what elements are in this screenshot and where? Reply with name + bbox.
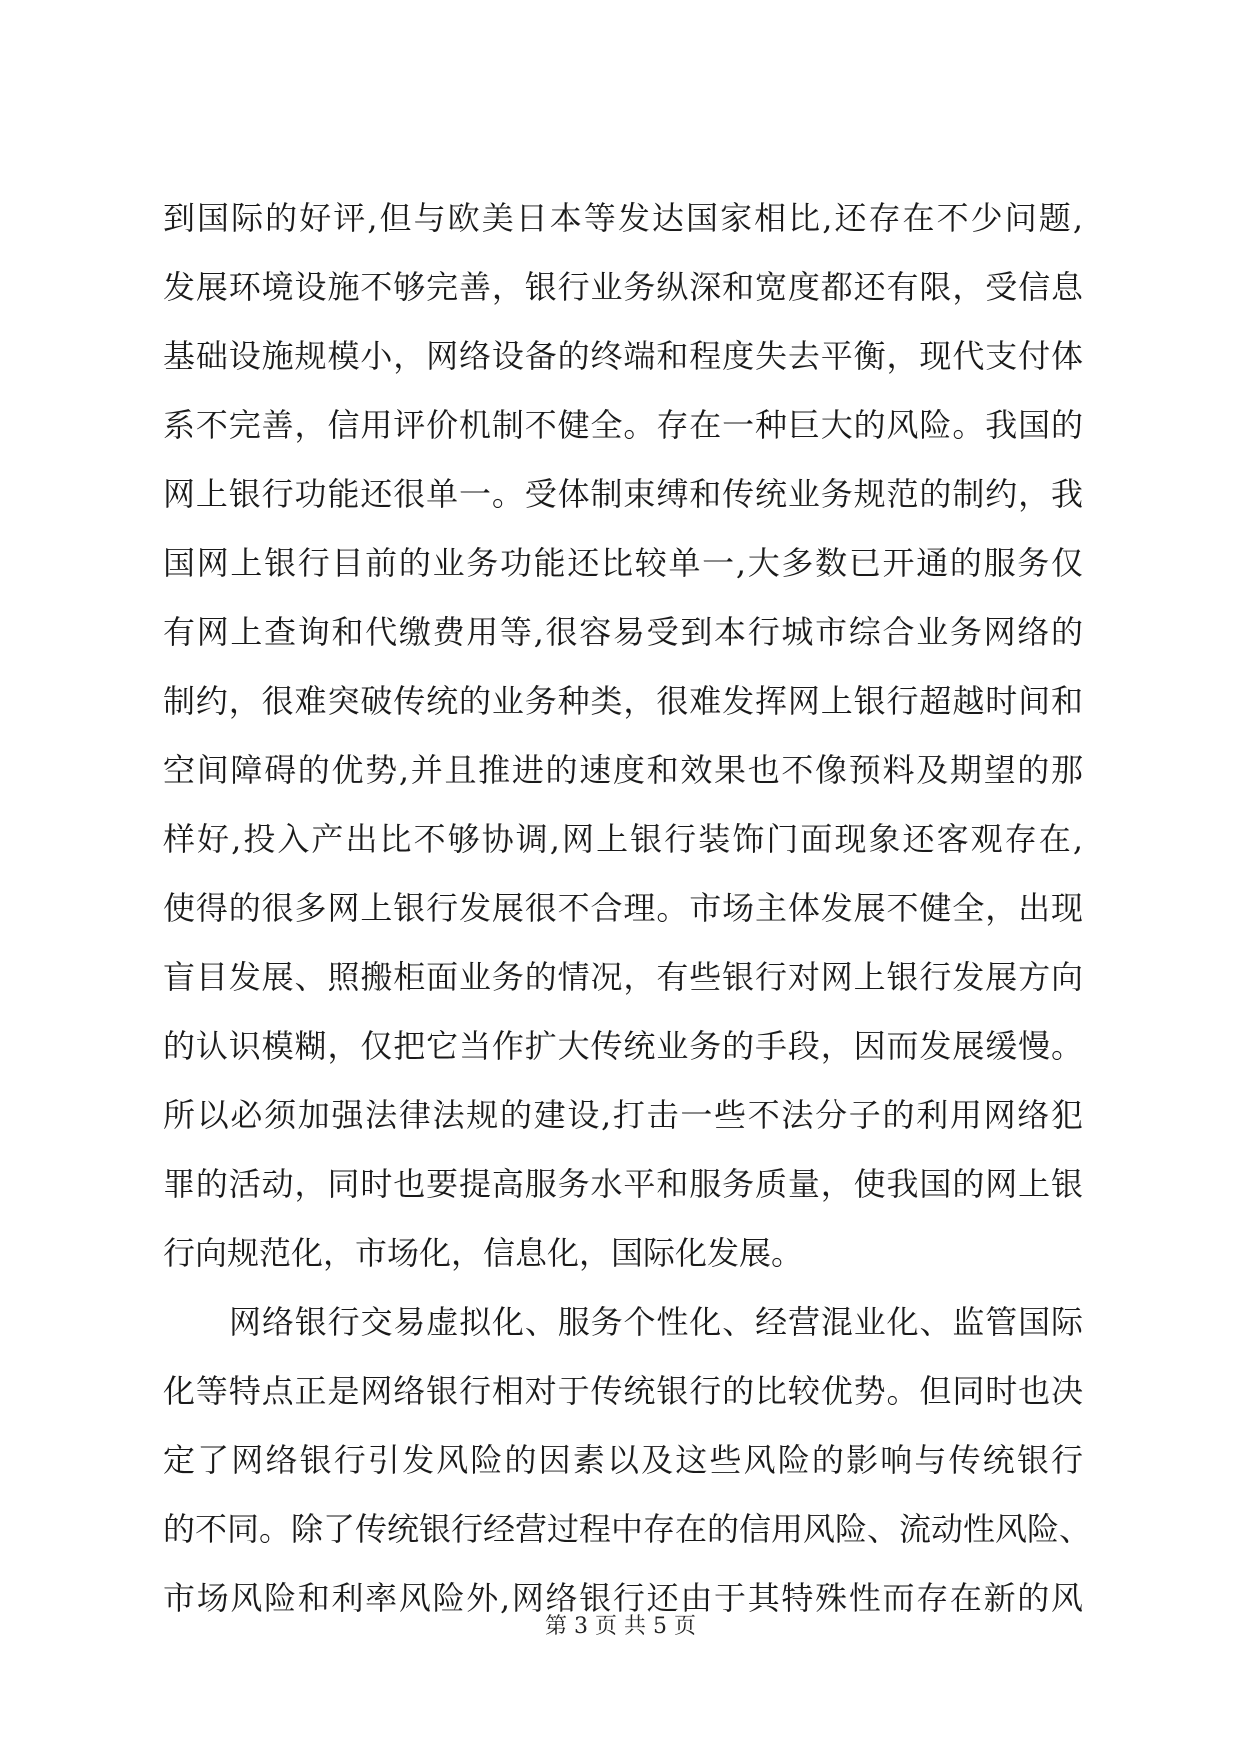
text-line: 网上银行功能还很单一。受体制束缚和传统业务规范的制约，我	[163, 475, 1083, 513]
text-line: 使得的很多网上银行发展很不合理。市场主体发展不健全，出现	[163, 889, 1083, 927]
text-line: 化等特点正是网络银行相对于传统银行的比较优势。但同时也决	[163, 1372, 1083, 1410]
text-line: 定了网络银行引发风险的因素以及这些风险的影响与传统银行	[163, 1441, 1083, 1479]
text-line: 到国际的好评,但与欧美日本等发达国家相比,还存在不少问题,	[163, 199, 1083, 237]
text-line: 市场风险和利率风险外,网络银行还由于其特殊性而存在新的风	[163, 1579, 1083, 1617]
paragraph-end-line: 行向规范化，市场化，信息化，国际化发展。	[163, 1234, 804, 1272]
text-line: 系不完善，信用评价机制不健全。存在一种巨大的风险。我国的	[163, 406, 1083, 444]
text-line: 发展环境设施不够完善，银行业务纵深和宽度都还有限，受信息	[163, 268, 1083, 306]
text-line: 所以必须加强法律法规的建设,打击一些不法分子的利用网络犯	[163, 1096, 1083, 1134]
text-line: 的不同。除了传统银行经营过程中存在的信用风险、流动性风险、	[163, 1510, 1092, 1548]
text-line: 有网上查询和代缴费用等,很容易受到本行城市综合业务网络的	[163, 613, 1083, 651]
paragraph-start-line: 网络银行交易虚拟化、服务个性化、经营混业化、监管国际	[229, 1303, 1083, 1341]
text-line: 空间障碍的优势,并且推进的速度和效果也不像预料及期望的那	[163, 751, 1083, 789]
text-line: 基础设施规模小，网络设备的终端和程度失去平衡，现代支付体	[163, 337, 1083, 375]
text-line: 国网上银行目前的业务功能还比较单一,大多数已开通的服务仅	[163, 544, 1083, 582]
document-body	[163, 197, 1092, 1646]
text-line: 的认识模糊，仅把它当作扩大传统业务的手段，因而发展缓慢。	[163, 1027, 1083, 1065]
page-number-footer: 第 3 页 共 5 页	[545, 1614, 696, 1639]
text-line: 样好,投入产出比不够协调,网上银行装饰门面现象还客观存在,	[163, 820, 1083, 858]
text-line: 制约，很难突破传统的业务种类，很难发挥网上银行超越时间和	[163, 682, 1083, 720]
text-line: 罪的活动，同时也要提高服务水平和服务质量，使我国的网上银	[163, 1165, 1083, 1203]
text-line: 盲目发展、照搬柜面业务的情况，有些银行对网上银行发展方向	[163, 958, 1083, 996]
